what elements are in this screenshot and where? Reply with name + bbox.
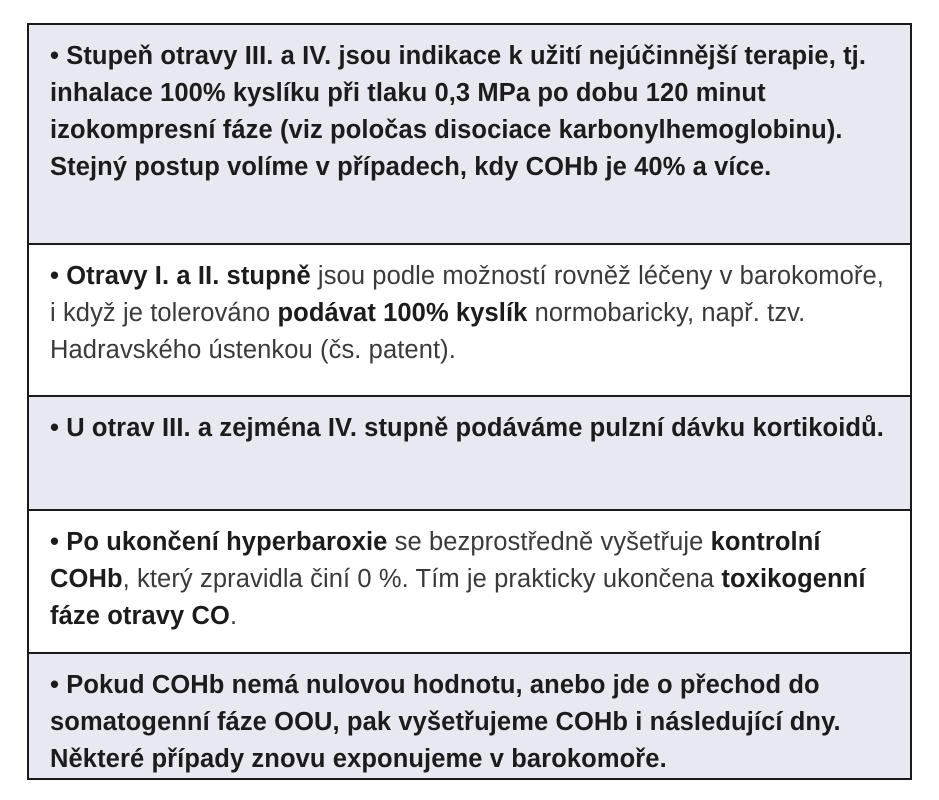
regular-text: jsou podle možností rovněž léčeny v barokomoře, i když je tolerováno bbox=[50, 261, 884, 327]
table-row bbox=[29, 397, 910, 511]
bold-text: Pokud COHb nemá nulovou hodnotu, anebo jde o přechod do somatogenní fáze OOU, pak vyšetřujeme COHb i následující dny. Některé případy znovu exponujeme v barokomoře. bbox=[50, 671, 841, 773]
regular-text: , který zpravidla činí 0 %. Tím je prakticky ukončena bbox=[122, 564, 722, 593]
bold-text: Po ukončení hyperbaroxie bbox=[66, 527, 388, 556]
bullet: • bbox=[50, 527, 60, 556]
row-text bbox=[50, 38, 890, 186]
table-row bbox=[29, 25, 910, 245]
regular-text: . bbox=[229, 601, 238, 630]
row-text bbox=[50, 410, 890, 447]
bold-text: kontrolní COHb bbox=[50, 527, 821, 593]
bullet: • bbox=[50, 261, 60, 290]
table-row bbox=[29, 511, 910, 654]
bullet: • bbox=[50, 42, 60, 70]
bold-text: Otravy I. a II. stupně bbox=[66, 261, 311, 290]
row-text bbox=[50, 667, 890, 778]
table-row bbox=[29, 245, 910, 397]
bold-text: toxikogenní fáze otravy CO bbox=[50, 564, 866, 630]
regular-text: normobaricky, např. tzv. Hadravského ústenkou (čs. patent). bbox=[50, 298, 806, 364]
bold-text: U otrav III. a zejména IV. stupně podáváme pulzní dávku kortikoidů. bbox=[66, 413, 884, 442]
bold-text: Stupeň otravy III. a IV. jsou indikace k užití nejúčinnější terapie, tj. inhalace 100% kyslíku při tlaku 0,3 MPa po dobu 120 minut izokompresní fáze (viz poločas disociace karbonylhemoglobinu). Stejný postup volíme v případech, kdy COHb je 40% a více. bbox=[50, 42, 867, 181]
bullet: • bbox=[50, 413, 60, 442]
row-text bbox=[50, 524, 890, 635]
info-table bbox=[27, 23, 912, 780]
table-row bbox=[29, 654, 910, 778]
regular-text: se bezprostředně vyšetřuje bbox=[387, 527, 711, 556]
bullet: • bbox=[50, 671, 60, 699]
row-text bbox=[50, 258, 890, 369]
bold-text: podávat 100% kyslík bbox=[277, 298, 528, 327]
